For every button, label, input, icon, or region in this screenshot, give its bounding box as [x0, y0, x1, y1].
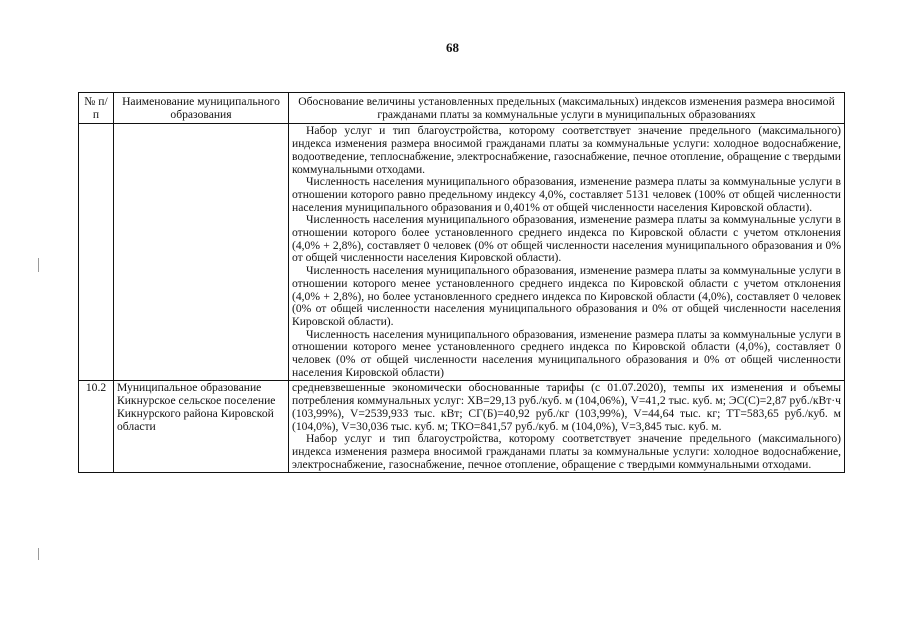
population-paragraph: Численность населения муниципального образования, изменение размера платы за коммунальные услуги в отношении которого равно предельному индексу 4,0%, составляет 5131 человек (100% от общей численности населения муниципального образования и 0,401% от общей численности населения Кировской области).	[292, 175, 841, 214]
table-row	[79, 124, 845, 381]
row-number-cell: 10.2	[79, 381, 114, 473]
scan-artifact-mark	[38, 548, 39, 560]
header-number: № п/п	[79, 93, 114, 124]
municipality-name-cell: Муниципальное образование Кикнурское сельское поселение Кикнурского района Кировской области	[114, 381, 289, 473]
header-municipality: Наименование муниципального образования	[114, 93, 289, 124]
tariff-justification-table	[78, 92, 845, 473]
tariffs-paragraph: средневзвешенные экономически обоснованные тарифы (с 01.07.2020), темпы их изменения и объемы потребления коммунальных услуг: ХВ=29,13 руб./куб. м (104,06%), V=41,2 тыс. куб. м; ЭС(С)=2,87 руб./кВт·ч (103,99%), V=2539,933 тыс. кВт; СГ(Б)=40,92 руб./кг (103,99%), V=44,64 тыс. кг; ТТ=583,65 руб./куб. м (104,0%), V=30,036 тыс. куб. м; ТКО=841,57 руб./куб. м (104,0%), V=3,845 тыс. куб. м.	[292, 381, 841, 433]
services-paragraph: Набор услуг и тип благоустройства, которому соответствует значение предельного (максимального) индекса изменения размера вносимой гражданами платы за коммунальные услуги: холодное водоснабжение, электроснабжение, газоснабжение, печное отопление, обращение с твердыми коммунальными отходами.	[292, 432, 841, 471]
services-paragraph: Набор услуг и тип благоустройства, которому соответствует значение предельного (максимального) индекса изменения размера вносимой гражданами платы за коммунальные услуги: холодное водоснабжение, водоотведение, теплоснабжение, электроснабжение, газоснабжение, печное отопление, обращение с твердыми коммунальными отходами.	[292, 124, 841, 176]
row-number-cell	[79, 124, 114, 381]
header-justification: Обоснование величины установленных предельных (максимальных) индексов изменения размера вносимой гражданами платы за коммунальные услуги в муниципальных образованиях	[289, 93, 845, 124]
scan-artifact-mark	[38, 258, 39, 272]
justification-cell	[289, 124, 845, 381]
table-row	[79, 381, 845, 473]
municipality-name-cell	[114, 124, 289, 381]
population-paragraph: Численность населения муниципального образования, изменение размера платы за коммунальные услуги в отношении которого более установленного среднего индекса по Кировской области с учетом отклонения (4,0% + 2,8%), составляет 0 человек (0% от общей численности населения муниципального образования и 0% от общей численности населения Кировской области).	[292, 213, 841, 265]
table-header-row	[79, 93, 845, 124]
justification-cell	[289, 381, 845, 473]
population-paragraph: Численность населения муниципального образования, изменение размера платы за коммунальные услуги в отношении которого менее установленного среднего индекса по Кировской области (4,0%), составляет 0 человек (0% от общей численности населения муниципального образования и 0% от общей численности населения Кировской области)	[292, 327, 841, 379]
population-paragraph: Численность населения муниципального образования, изменение размера платы за коммунальные услуги в отношении которого менее установленного среднего индекса по Кировской области с учетом отклонения (4,0% + 2,8%), но более установленного среднего индекса по Кировской области (4,0%), составляет 0 человек (0% от общей численности населения муниципального образования и 0% от общей численности населения Кировской области).	[292, 264, 841, 328]
page-number: 68	[446, 40, 459, 55]
